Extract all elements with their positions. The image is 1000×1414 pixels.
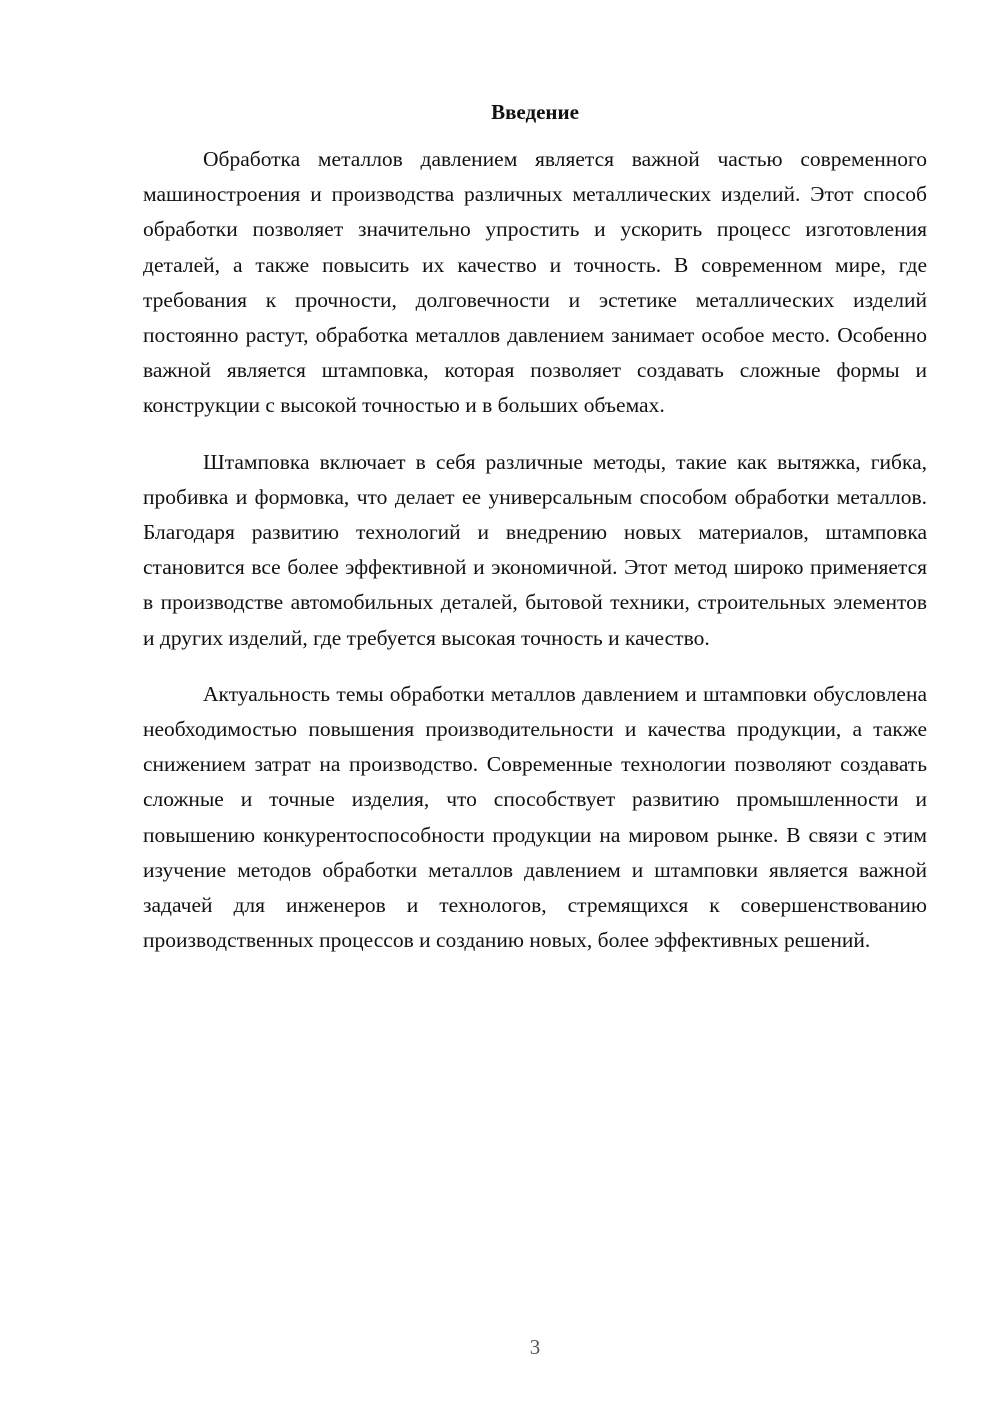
paragraph-3: Актуальность темы обработки металлов давлением и штамповки обусловлена необходимостью повышения производительности и качества продукции, а также снижением затрат на производство. Современные технологии позволяют создавать сложные и точные изделия, что способствует развитию промышленности и повышению конкурентоспособности продукции на мировом рынке. В связи с этим изучение методов обработки металлов давлением и штамповки является важной задачей для инженеров и технологов, стремящихся к совершенствованию производственных процессов и созданию новых, более эффективных решений. xyxy=(143,681,927,953)
page-number: 3 xyxy=(529,1335,541,1359)
document-body xyxy=(143,142,927,979)
paragraph-1: Обработка металлов давлением является важной частью современного машиностроения и производства различных металлических изделий. Этот способ обработки позволяет значительно упростить и ускорить процесс изготовления деталей, а также повысить их качество и точность. В современном мире, где требования к прочности, долговечности и эстетике металлических изделий постоянно растут, обработка металлов давлением занимает особое место. Особенно важной является штамповка, которая позволяет создавать сложные формы и конструкции с высокой точностью и в больших объемах. xyxy=(143,147,927,418)
paragraph-2: Штамповка включает в себя различные методы, такие как вытяжка, гибка, пробивка и формовка, что делает ее универсальным способом обработки металлов. Благодаря развитию технологий и внедрению новых материалов, штамповка становится все более эффективной и экономичной. Этот метод широко применяется в производстве автомобильных деталей, бытовой техники, строительных элементов и других изделий, где требуется высокая точность и качество. xyxy=(143,449,927,650)
section-title: Введение xyxy=(491,100,579,124)
